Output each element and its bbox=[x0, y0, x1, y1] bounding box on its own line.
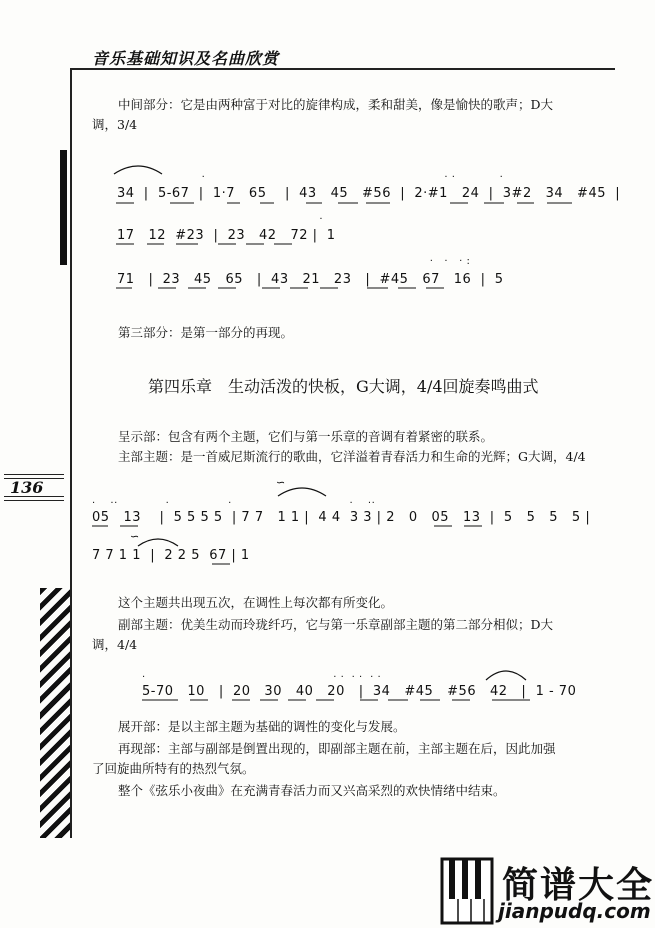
paragraph-second-theme-cont: 调，4/4 bbox=[92, 637, 138, 652]
section-heading: 第四乐章 生动活泼的快板，G大调，4/4回旋奏鸣曲式 bbox=[148, 377, 539, 396]
piano-keys-icon bbox=[440, 857, 496, 927]
svg-text:∽: ∽ bbox=[276, 476, 286, 489]
octave-dots: · · · : bbox=[117, 256, 471, 267]
paragraph-development: 展开部：是以主部主题为基础的调性的变化与发展。 bbox=[118, 719, 406, 734]
decorative-stripes bbox=[40, 588, 70, 838]
header-title: 音乐基础知识及名曲欣赏 bbox=[92, 49, 280, 68]
svg-text:∽: ∽ bbox=[130, 530, 140, 543]
score-line-5: 7 7 1 1 | 2 2 5 67 | 1 bbox=[92, 548, 250, 563]
paragraph-third-section: 第三部分：是第一部分的再现。 bbox=[118, 325, 294, 340]
paragraph-middle-section: 中间部分：它是由两种富于对比的旋律构成，柔和甜美，像是愉快的歌声；D大 bbox=[118, 97, 554, 112]
page-number-box bbox=[0, 474, 70, 500]
slur-mark bbox=[480, 664, 540, 684]
paragraph-conclusion: 整个《弦乐小夜曲》在充满青春活力而又兴高采烈的欢快情绪中结束。 bbox=[118, 783, 506, 798]
logo-url: jianpudq.com bbox=[498, 899, 651, 923]
page-number-line bbox=[4, 474, 64, 475]
slur-mark bbox=[130, 530, 190, 550]
paragraph-main-theme: 主部主题：是一首威尼斯流行的歌曲，它洋溢着青春活力和生命的光辉；G大调，4/4 bbox=[118, 449, 586, 464]
score-line-2: 17 12 #23 | 23 42 72 | 1 bbox=[117, 228, 336, 243]
paragraph-exposition: 呈示部：包含有两个主题，它们与第一乐章的音调有着紧密的联系。 bbox=[118, 429, 494, 444]
octave-dots: · · · · · · · bbox=[142, 672, 382, 683]
slur-mark bbox=[268, 474, 338, 500]
header-rule bbox=[70, 68, 615, 70]
score-line-6: 5-70 10 | 20 30 40 20 | 34 #45 #56 42 | 1 - 70 bbox=[142, 684, 577, 699]
score-line-4: 05 13 | 5 5 5 5 | 7 7 1 1 | 4 4 3 3 | 2 0 05 13 | 5 5 5 5 | bbox=[92, 510, 591, 525]
underline-marks bbox=[138, 699, 558, 705]
octave-dots: · · · · bbox=[117, 172, 504, 183]
underline-marks bbox=[208, 563, 248, 569]
underline-marks bbox=[112, 287, 472, 293]
paragraph-second-theme: 副部主题：优美生动而玲珑纤巧，它与第一乐章副部主题的第二部分相似；D大 bbox=[118, 617, 554, 632]
paragraph-recapitulation: 再现部：主部与副部是倒置出现的，即副部主题在前，主部主题在后，因此加强 bbox=[118, 741, 556, 756]
octave-dots: · ·· · · · ·· bbox=[92, 498, 376, 509]
left-margin-bar bbox=[60, 150, 67, 265]
paragraph-recapitulation-cont: 了回旋曲所特有的热烈气氛。 bbox=[92, 761, 255, 776]
logo-name: 简谱大全 bbox=[502, 865, 655, 906]
site-logo bbox=[440, 855, 655, 928]
underline-marks bbox=[112, 243, 312, 249]
score-line-1: 34 | 5-67 | 1·7 65 | 43 45 #56 | 2·#1 24 | 3#2 34 #45 | bbox=[117, 186, 621, 201]
paragraph-variation: 这个主题共出现五次，在调性上每次都有所变化。 bbox=[118, 595, 394, 610]
page-number: 136 bbox=[10, 478, 44, 497]
octave-dots: · bbox=[117, 214, 324, 225]
score-line-3: 71 | 23 45 65 | 43 21 23 | #45 67 16 | 5 bbox=[117, 272, 504, 287]
paragraph-middle-section-cont: 调，3/4 bbox=[92, 117, 138, 132]
page-number-line bbox=[4, 500, 64, 501]
underline-marks bbox=[112, 202, 592, 208]
left-margin-rule bbox=[70, 68, 72, 838]
